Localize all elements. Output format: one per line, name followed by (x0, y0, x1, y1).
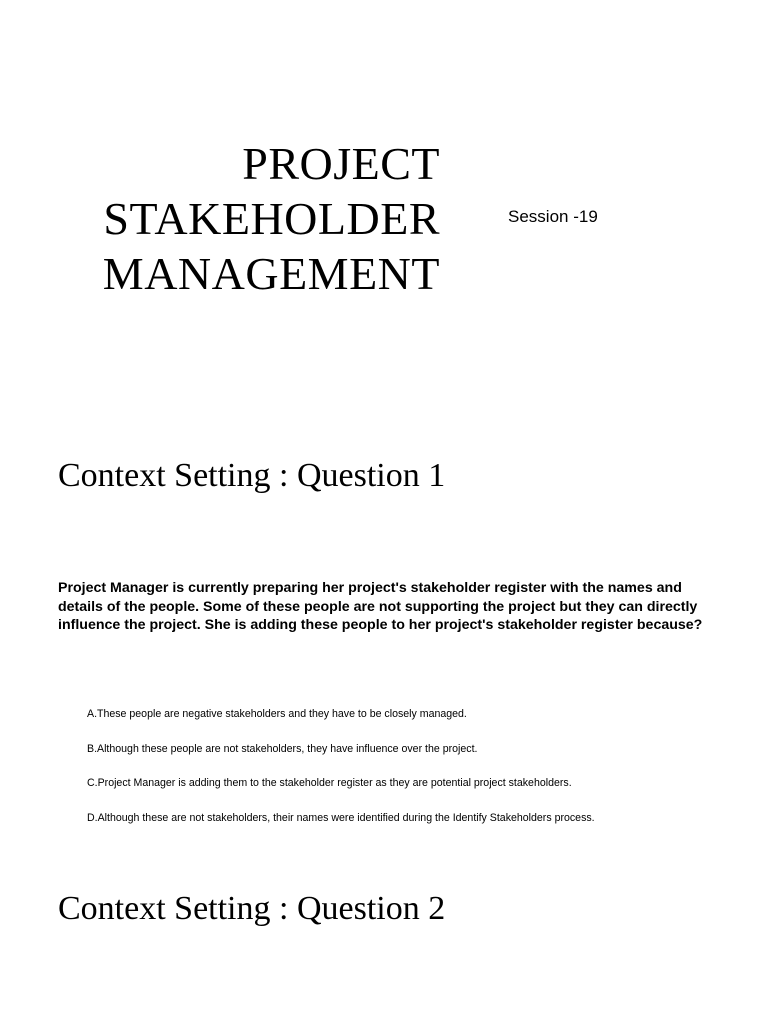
option-b: B.Although these people are not stakeholders, they have influence over the project. (87, 742, 478, 755)
title-line-2: STAKEHOLDER (103, 193, 440, 244)
option-d: D.Although these are not stakeholders, their names were identified during the Identify Stakeholders process. (87, 812, 595, 825)
question-1-heading: Context Setting : Question 1 (58, 457, 446, 494)
title-line-1: PROJECT (242, 138, 440, 189)
session-label: Session -19 (508, 207, 598, 226)
title-line-3: MANAGEMENT (102, 248, 440, 299)
question-1-text: Project Manager is currently preparing her project's stakeholder register with the names and details of the people. Some of these people are not supporting the project but they can directly influence the project. She is adding these people to her project's stakeholder register because? (58, 580, 703, 633)
document-title (60, 136, 440, 301)
question-1-options (87, 707, 727, 846)
option-c: C.Project Manager is adding them to the stakeholder register as they are potential project stakeholders. (87, 777, 572, 790)
question-2-heading: Context Setting : Question 2 (58, 890, 446, 927)
option-a: A.These people are negative stakeholders and they have to be closely managed. (87, 708, 467, 720)
